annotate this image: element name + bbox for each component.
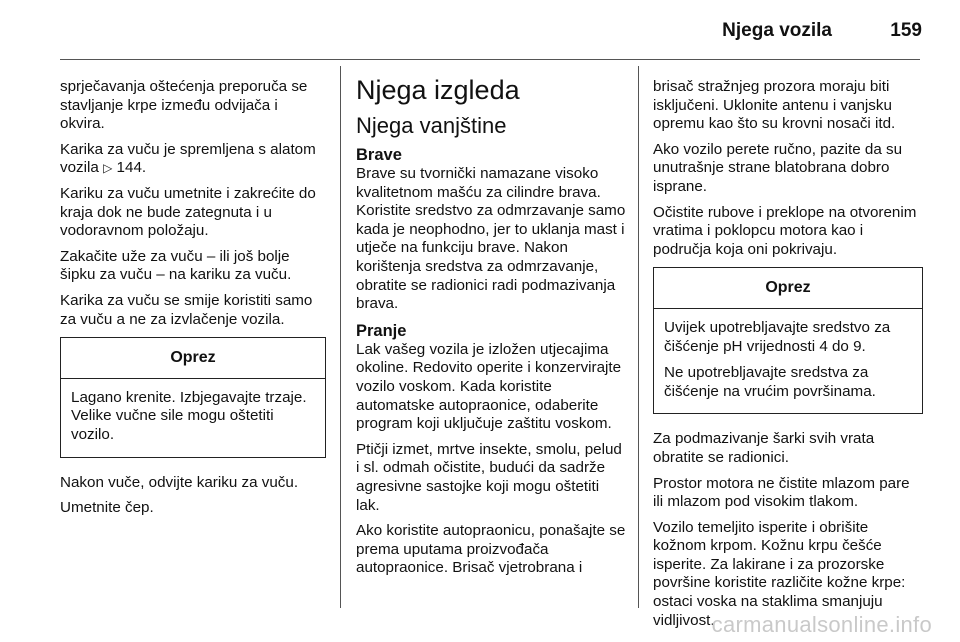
page-number: 159	[890, 20, 922, 41]
paragraph: Prostor motora ne čistite mlazom pare ili mlazom pod visokim tlakom.	[653, 474, 910, 511]
paragraph: Nakon vuče, odvijte kariku za vuču.	[60, 473, 299, 491]
paragraph: Očistite rubove i preklope na otvorenim vratima i poklopcu motora kao i područja koja oni pokrivaju.	[653, 203, 917, 258]
caution-text: Uvijek upotrebljavajte sredstvo za čišćenje pH vrijednosti 4 do 9.	[664, 318, 891, 355]
caution-title: Oprez	[61, 338, 325, 379]
column-right	[653, 78, 923, 637]
header-divider	[60, 59, 920, 60]
watermark: carmanualsonline.info	[711, 612, 932, 637]
paragraph: sprječavanja oštećenja preporuča se stavljanje krpe između odvijača i okvira.	[60, 78, 308, 133]
page-reference-icon: ▷	[103, 161, 113, 176]
paragraph-with-reference: Karika za vuču je spremljena s alatom vozila ▷ 144.	[60, 140, 316, 177]
caution-body	[61, 379, 325, 457]
paragraph: Karika za vuču se smije koristiti samo za vuču a ne za izvlačenje vozila.	[60, 291, 313, 328]
section-heading: Njega izgleda	[356, 75, 520, 105]
topic-title: Brave	[356, 146, 402, 164]
column-middle	[356, 75, 626, 586]
header-title: Njega vozila	[722, 20, 832, 41]
paragraph: Zakačite uže za vuču – ili još bolje šipku za vuču – na kariku za vuču.	[60, 247, 292, 284]
paragraph: Brave su tvornički namazane visoko kvalitetnom mašću za cilindre brava. Koristite sredstvo za odmrzavanje samo kada je neophodno, jer to uklanja mast i utječe na funkciju brave. Nakon korištenja sredstva za odmrzavanje, obratite se radionici radi podmazivanja brava.	[356, 165, 626, 313]
paragraph: Za podmazivanje šarki svih vrata obratite se radionici.	[653, 430, 875, 466]
topic-brave	[356, 146, 626, 314]
paragraph: Umetnite čep.	[60, 499, 154, 517]
caution-body	[654, 309, 922, 413]
paragraph: Vozilo temeljito isperite i obrišite kožnom krpom. Kožnu krpu češće isperite. Za lakirane i za prozorske površine koristite različite kožne krpe: ostaci voska na staklima smanjuju vidljivost.	[653, 518, 906, 629]
column-divider-2	[638, 66, 639, 608]
topic-title: Pranje	[356, 321, 407, 340]
caution-box	[653, 267, 923, 414]
caution-text: Lagano krenite. Izbjegavajte trzaje. Velike vučne sile mogu oštetiti vozilo.	[71, 388, 307, 443]
column-divider-1	[340, 66, 341, 608]
caution-box	[60, 337, 326, 457]
paragraph: Ako vozilo perete ručno, pazite da su unutrašnje strane blatobrana dobro isprane.	[653, 140, 903, 195]
paragraph: brisač stražnjeg prozora moraju biti isključeni. Uklonite antenu i vanjsku opremu kao što su krovni nosači itd.	[653, 78, 896, 133]
paragraph: Ptičji izmet, mrtve insekte, smolu, pelud i sl. odmah očistite, budući da sadrže agresivne sastojke koji mogu oštetiti lak.	[356, 440, 622, 514]
caution-title: Oprez	[654, 268, 922, 309]
paragraph: Kariku za vuču umetnite i zakrećite do kraja dok ne bude zategnuta i u vodoravnom položaju.	[60, 184, 316, 240]
paragraph: Ako koristite autopraonicu, ponašajte se prema uputama proizvođača autopraonice. Brisač vjetrobrana i	[356, 522, 626, 577]
subsection-heading: Njega vanjštine	[356, 113, 507, 138]
topic-pranje	[356, 322, 626, 578]
page-reference[interactable]: 144.	[116, 159, 147, 177]
caution-text: Ne upotrebljavajte sredstva za čišćenje na vrućim površinama.	[664, 364, 876, 400]
paragraph: Lak vašeg vozila je izložen utjecajima okoline. Redovito operite i konzervirajte vozilo voskom. Kada koristite automatske autopraonice, odaberite program koji uključuje zaštitu voskom.	[356, 340, 622, 433]
column-left	[60, 78, 326, 525]
